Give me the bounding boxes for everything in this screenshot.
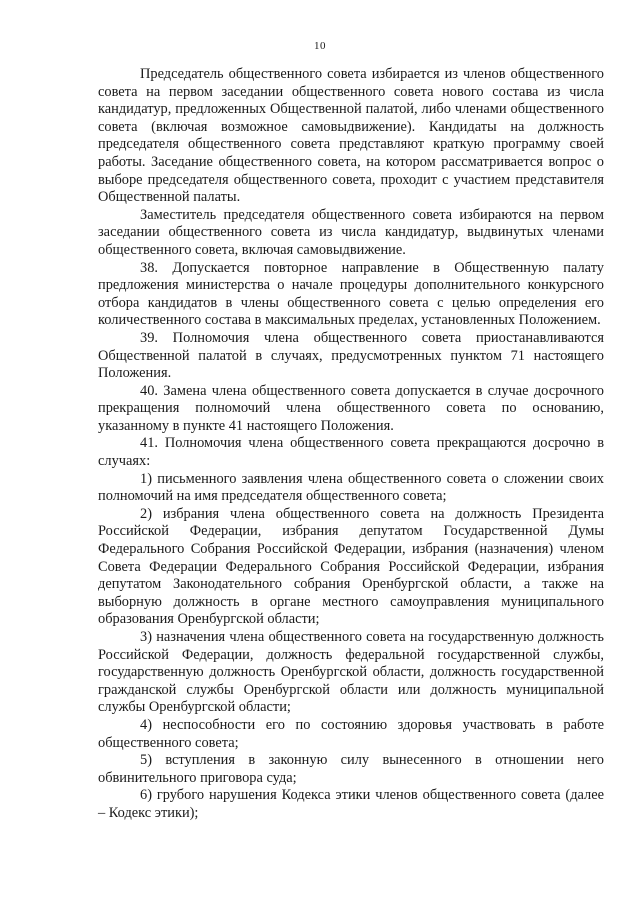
document-body	[98, 66, 604, 823]
list-item-2: 2) избрания члена общественного совета на должность Президента Российской Федерации, избрания депутатом Государственной Думы Федерального Собрания Российской Федерации, избрания (назначения) членом Совета Федерации Федерального Собрания Российской Федерации, избрания депутатом Законодательного собрания Оренбургской области, а также на выборную должность в органе местного самоуправления муниципального образования Оренбургской области;	[98, 505, 604, 628]
list-item-5: 5) вступления в законную силу вынесенного в отношении него обвинительного приговора суда;	[98, 752, 604, 786]
paragraph-deputy-chairman: Заместитель председателя общественного совета избираются на первом заседании общественного совета из числа кандидатур, выдвинутых членами общественного совета, включая самовыдвижение.	[98, 206, 604, 258]
list-item-1: 1) письменного заявления члена общественного совета о сложении своих полномочий на имя председателя общественного совета;	[98, 470, 604, 505]
list-item-3: 3) назначения члена общественного совета на государственную должность Российской Федерации, должность федеральной государственной службы, государственную должность Оренбургской области, должность государственной гражданской службы Оренбургской области или должность муниципальной службы Оренбургской области;	[98, 629, 604, 716]
paragraph-41: 41. Полномочия члена общественного совета прекращаются досрочно в случаях:	[98, 435, 604, 470]
paragraph-39: 39. Полномочия члена общественного совета приостанавливаются Общественной палатой в случаях, предусмотренных пунктом 71 настоящего Положения.	[98, 329, 604, 382]
list-item-4: 4) неспособности его по состоянию здоровья участвовать в работе общественного совета;	[98, 716, 604, 751]
paragraph-38: 38. Допускается повторное направление в Общественную палату предложения министерства о начале процедуры дополнительного конкурсного отбора кандидатов в члены общественного совета с целью определения его количественного состава в максимальных пределах, установленных Положением.	[98, 259, 604, 329]
page-number: 10	[314, 40, 326, 52]
paragraph-40: 40. Замена члена общественного совета допускается в случае досрочного прекращения полномочий члена общественного совета по основанию, указанному в пункте 41 настоящего Положения.	[98, 382, 604, 434]
paragraph-chairman-election: Председатель общественного совета избирается из членов общественного совета на первом заседании общественного совета нового состава из числа кандидатур, предложенных Общественной палатой, либо членами общественного совета (включая возможное самовыдвижение). Кандидаты на должность председателя общественного совета представляют краткую программу своей работы. Заседание общественного совета, на котором рассматривается вопрос о выборе председателя общественного совета, проходит с участием представителя Общественной палаты.	[98, 66, 604, 206]
list-item-6: 6) грубого нарушения Кодекса этики членов общественного совета (далее – Кодекс этики);	[98, 787, 604, 821]
